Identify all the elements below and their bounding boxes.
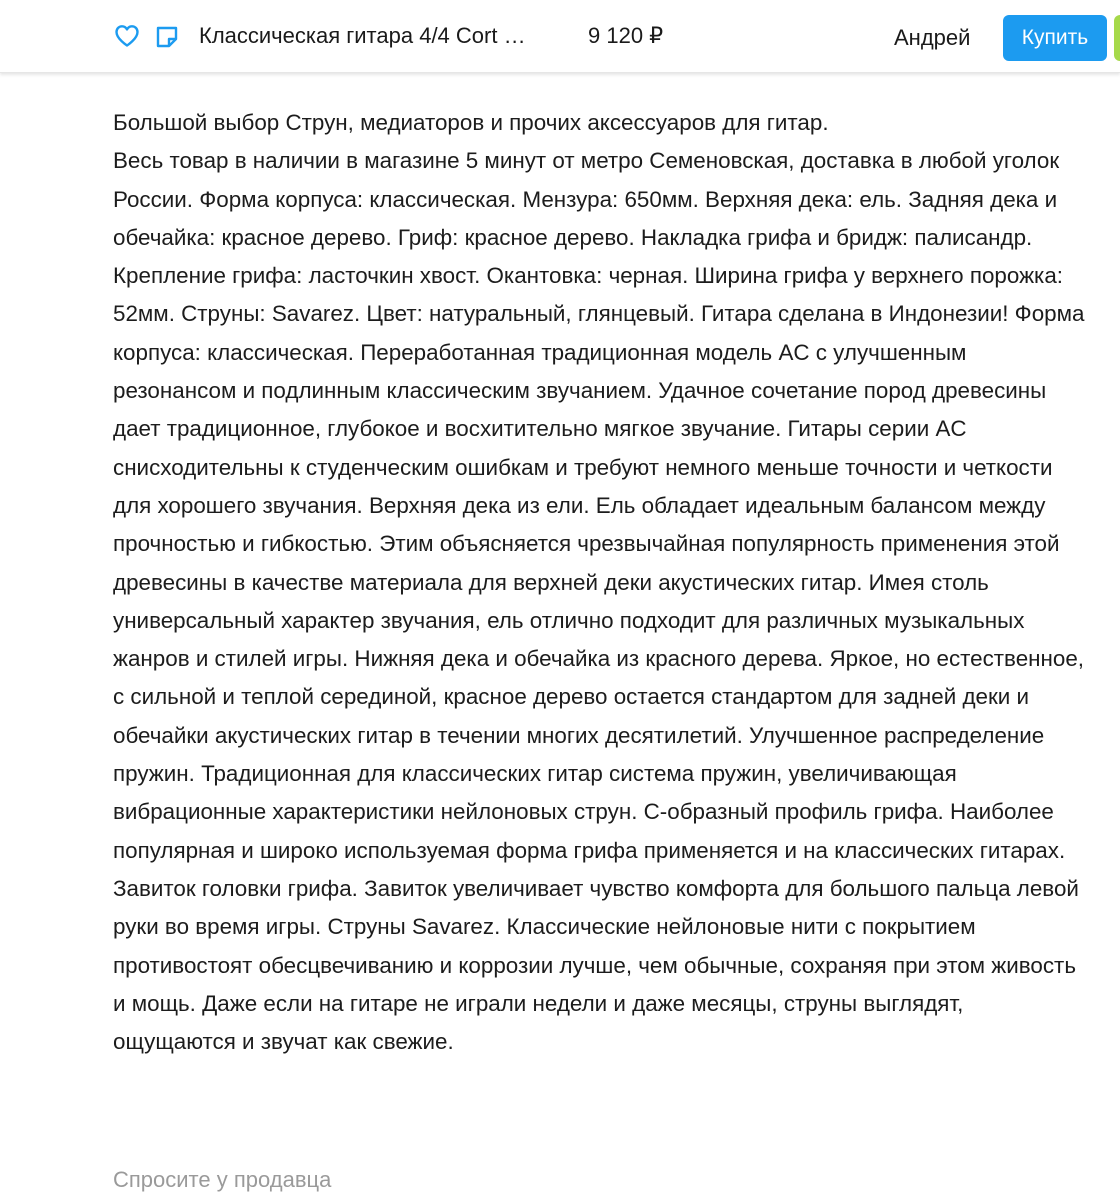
listing-description — [113, 104, 1088, 1061]
buy-button[interactable]: Купить — [1003, 15, 1107, 61]
description-paragraph: Весь товар в наличии в магазине 5 минут от метро Семеновская, доставка в любой уголок России. Форма корпуса: классическая. Мензура: 650мм. Верхняя дека: ель. Задняя дека и обечайка: красное дерево. Гриф: красное дерево. Накладка грифа и бридж: палисандр. Крепление грифа: ласточкин хвост. Окантовка: черная. Ширина грифа у верхнего порожка: 52мм. Струны: Savarez. Цвет: натуральный, глянцевый. Гитара сделана в Индонезии! Форма корпуса: классическая. Переработанная традиционная модель AC с улучшенным резонансом и подлинным классическим звучанием. Удачное сочетание пород древесины дает традиционное, глубокое и восхитительно мягкое звучание. Гитары серии AC снисходительны к студенческим ошибкам и требуют немного меньше точности и четкости для хорошего звучания. Верхняя дека из ели. Ель обладает идеальным балансом между прочностью и гибкостью. Этим объясняется чрезвычайная популярность применения этой древесины в качестве материала для верхней деки акустических гитар. Имея столь универсальный характер звучания, ель отлично подходит для различных музыкальных жанров и стилей игры. Нижняя дека и обечайка из красного дерева. Яркое, но естественное, с сильной и теплой серединой, красное дерево остается стандартом для задней деки и обечайки акустических гитар в течении многих десятилетий. Улучшенное распределение пружин. Традиционная для классических гитар система пружин, увеличивающая вибрационные характеристики нейлоновых струн. С-образный профиль грифа. Наиболее популярная и широко используемая форма грифа применяется и на классических гитарах. Завиток головки грифа. Завиток увеличивает чувство комфорта для большого пальца левой руки во время игры. Струны Savarez. Классические нейлоновые нити с покрытием противостоят обесцвечиванию и коррозии лучше, чем обычные, сохраняя при этом живость и мощь. Даже если на гитаре не играли недели и даже месяцы, струны выглядят, ощущаются и звучат как свежие. — [113, 148, 1085, 1055]
heart-icon[interactable] — [114, 24, 140, 48]
note-icon[interactable] — [155, 25, 179, 49]
listing-price: 9 120 ₽ — [588, 23, 664, 48]
description-paragraph: Большой выбор Струн, медиаторов и прочих аксессуаров для гитар. — [113, 110, 829, 135]
secondary-button-edge[interactable] — [1114, 15, 1120, 61]
seller-name[interactable]: Андрей — [894, 25, 971, 50]
listing-title: Классическая гитара 4/4 Cort … — [199, 23, 526, 48]
top-bar — [0, 0, 1120, 73]
ask-seller-link[interactable]: Спросите у продавца — [113, 1167, 332, 1192]
